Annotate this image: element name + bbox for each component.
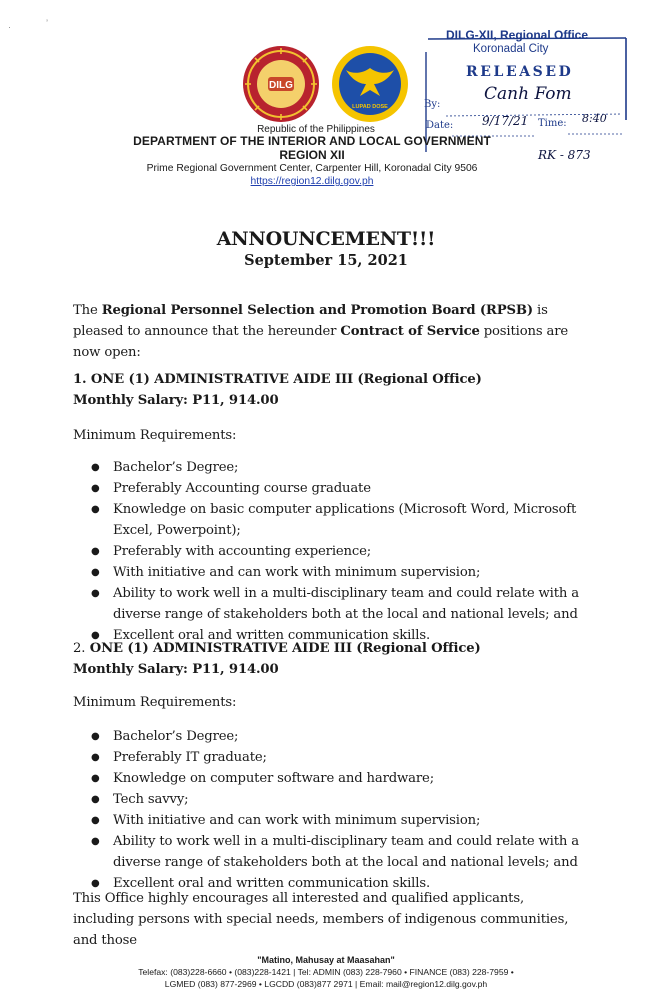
bullet-icon: ●: [91, 630, 100, 641]
list-item: [73, 583, 583, 625]
list-item: [73, 562, 583, 583]
bullet-icon: ●: [91, 836, 100, 847]
requirement-text: Preferably IT graduate;: [113, 750, 267, 765]
dilg-logo: [241, 44, 321, 124]
lupad-dose-logo-text: LUPAD DOSE: [352, 104, 388, 110]
position-2-title: ONE (1) ADMINISTRATIVE AIDE III (Regional Office): [89, 641, 481, 656]
position-2-title-line: [73, 638, 583, 659]
position-2-heading: [73, 638, 583, 680]
bullet-icon: ●: [91, 504, 100, 515]
intro-post: positions are now open:: [73, 324, 569, 360]
list-item: [73, 541, 583, 562]
requirement-text: Knowledge on basic computer applications (Microsoft Word, Microsoft Excel, Powerpoint);: [113, 502, 577, 538]
header-website-link[interactable]: [0, 176, 638, 187]
intro-board: Regional Personnel Selection and Promotion Board (RPSB): [101, 303, 533, 318]
stamp-by-label: By:: [424, 99, 441, 110]
list-item: [73, 457, 583, 478]
header-region: REGION XII: [279, 148, 345, 162]
position-2-number: 2.: [73, 641, 86, 656]
position-2-salary: Monthly Salary: P11, 914.00: [73, 662, 279, 677]
requirement-text: Bachelor’s Degree;: [113, 729, 239, 744]
stamp-date-label: Date:: [426, 120, 454, 131]
list-item: [73, 789, 583, 810]
list-item: [73, 726, 583, 747]
intro-pre: The: [73, 303, 102, 318]
requirement-text: Bachelor’s Degree;: [113, 460, 239, 475]
bullet-icon: ●: [91, 483, 100, 494]
bullet-icon: ●: [91, 567, 100, 578]
list-item: [73, 810, 583, 831]
footer-motto: "Matino, Mahusay at Maasahan": [257, 955, 395, 965]
position-1-heading: [73, 369, 583, 411]
bullet-icon: ●: [91, 588, 100, 599]
stamp-city: Koronadal City: [473, 43, 549, 55]
bullet-icon: ●: [91, 752, 100, 763]
header-republic: Republic of the Philippines: [257, 124, 375, 135]
position-1-salary: Monthly Salary: P11, 914.00: [73, 393, 279, 408]
closing-paragraph: This Office highly encourages all interested and qualified applicants, including persons with special needs, members of indigenous communities, and those: [73, 891, 569, 948]
requirement-text: Tech savvy;: [113, 792, 189, 807]
announcement-date: September 15, 2021: [244, 252, 408, 269]
scan-mark: ’: [46, 18, 48, 28]
bullet-icon: ●: [91, 794, 100, 805]
requirement-text: With initiative and can work with minimum supervision;: [113, 813, 481, 828]
requirement-text: Excellent oral and written communication skills.: [113, 628, 430, 643]
position-1-title: 1. ONE (1) ADMINISTRATIVE AIDE III (Regional Office): [73, 372, 482, 387]
position-2-req-label: Minimum Requirements:: [73, 695, 237, 710]
stamp-time-value: 8:40: [582, 112, 607, 125]
position-1-req-label: Minimum Requirements:: [73, 428, 237, 443]
requirement-text: Ability to work well in a multi-disciplinary team and could relate with a diverse range of stakeholders both at the local and national levels; and: [113, 586, 579, 622]
bullet-icon: ●: [91, 731, 100, 742]
header-website-link-text[interactable]: https://region12.dilg.gov.ph: [250, 176, 374, 187]
stamp-by-signature: Canh Fom: [484, 84, 572, 104]
requirement-text: Preferably with accounting experience;: [113, 544, 372, 559]
requirement-text: With initiative and can work with minimum supervision;: [113, 565, 481, 580]
requirement-text: Preferably Accounting course graduate: [113, 481, 371, 496]
stamp-office: DILG-XII, Regional Office: [446, 28, 589, 42]
requirement-text: Excellent oral and written communication skills.: [113, 876, 430, 891]
dilg-logo-text: DILG: [269, 80, 293, 91]
header-address: Prime Regional Government Center, Carpenter Hill, Koronadal City 9506: [146, 163, 478, 174]
scan-mark: ·: [8, 22, 11, 32]
list-item: [73, 747, 583, 768]
header-department: DEPARTMENT OF THE INTERIOR AND LOCAL GOVERNMENT: [133, 134, 491, 148]
list-item: [73, 478, 583, 499]
list-item: [73, 499, 583, 541]
footer-contacts-line2: LGMED (083) 877-2969 • LGCDD (083)877 2971 | Email: mail@region12.dilg.gov.ph: [164, 979, 488, 989]
stamp-control-number: RK - 873: [538, 148, 591, 162]
intro-mid: is pleased to announce that the hereunder: [73, 303, 548, 339]
bullet-icon: ●: [91, 878, 100, 889]
stamp-time-label: Time:: [538, 118, 567, 129]
intro-contract: Contract of Service: [340, 324, 480, 339]
stamp-status: RELEASED: [466, 64, 574, 80]
bullet-icon: ●: [91, 815, 100, 826]
intro-paragraph: [73, 300, 583, 363]
bullet-icon: ●: [91, 462, 100, 473]
footer-contacts-line1: Telefax: (083)228-6660 • (083)228-1421 | Tel: ADMIN (083) 228-7960 • FINANCE (083) 228-7959 •: [138, 967, 514, 977]
requirement-text: Ability to work well in a multi-disciplinary team and could relate with a diverse range of stakeholders both at the local and national levels; and: [113, 834, 579, 870]
bullet-icon: ●: [91, 773, 100, 784]
lupad-dose-logo: [330, 44, 410, 124]
requirement-text: Knowledge on computer software and hardware;: [113, 771, 434, 786]
list-item: [73, 831, 583, 873]
stamp-date-value: 9/17/21: [482, 114, 529, 128]
position-1-requirements: [73, 457, 583, 646]
position-2-requirements: [73, 726, 583, 894]
announcement-title: ANNOUNCEMENT!!!: [216, 228, 436, 250]
bullet-icon: ●: [91, 546, 100, 557]
list-item: [73, 768, 583, 789]
